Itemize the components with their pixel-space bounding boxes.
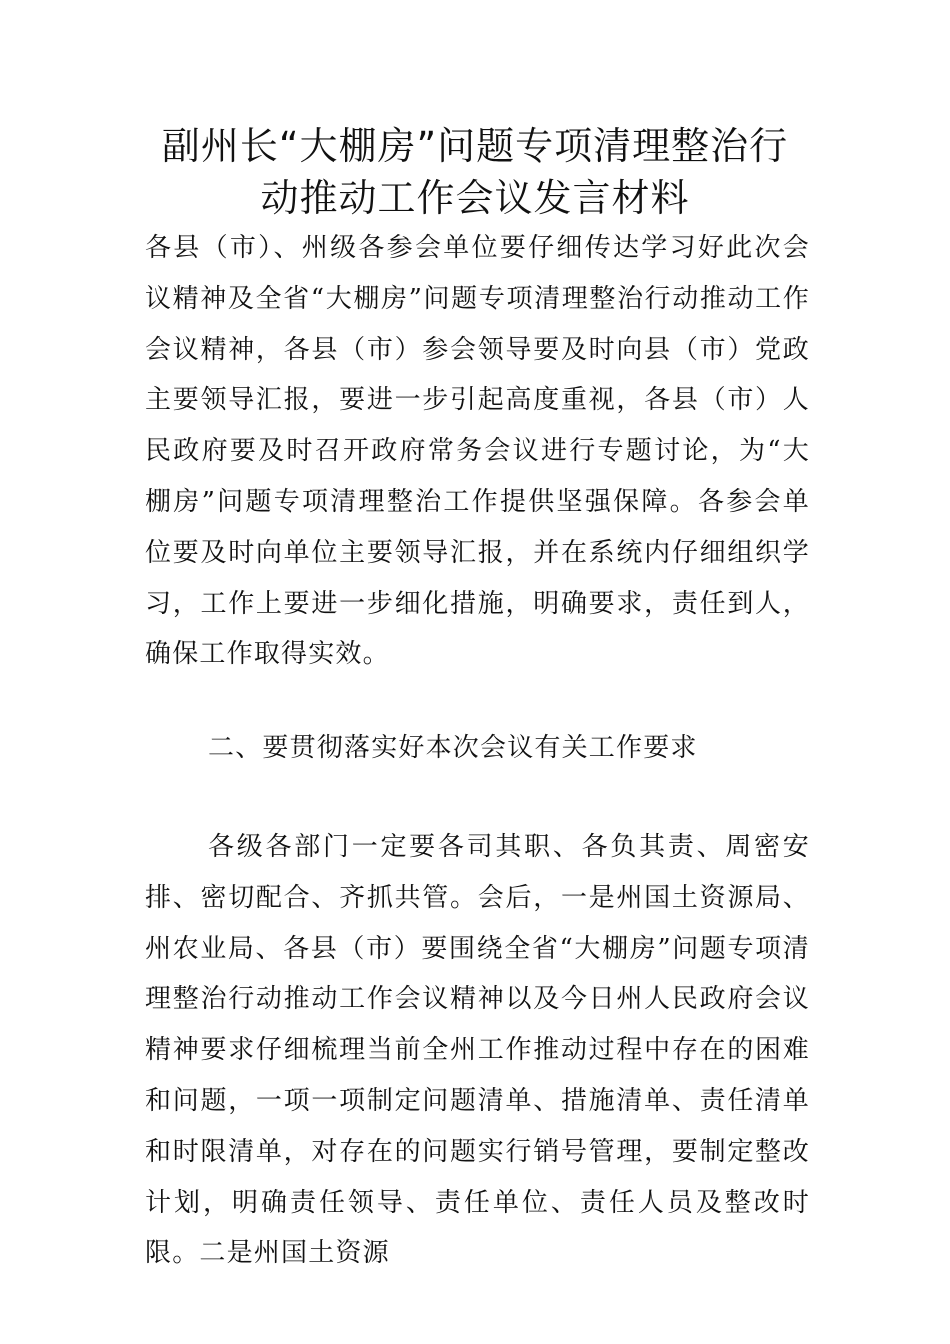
document-title <box>120 120 830 224</box>
paragraph-1: 各县（市）、州级各参会单位要仔细传达学习好此次会议精神及全省“大棚房”问题专项清理整治行动推动工作会议精神，各县（市）参会领导要及时向县（市）党政主要领导汇报，要进一步引起高度重视，各县（市）人民政府要及时召开政府常务会议进行专题讨论，为“大棚房”问题专项清理整治工作提供坚强保障。各参会单位要及时向单位主要领导汇报，并在系统内仔细组织学习，工作上要进一步细化措施，明确要求，责任到人，确保工作取得实效。 <box>145 233 810 670</box>
title-line-1: 副州长“大棚房”问题专项清理整治行 <box>161 124 789 168</box>
section-2-heading: 二、要贯彻落实好本次会议有关工作要求 <box>208 733 698 763</box>
title-line-2: 动推动工作会议发言材料 <box>260 176 690 220</box>
paragraph-3: 各级各部门一定要各司其职、各负其责、周密安排、密切配合、齐抓共管。会后，一是州国土资源局、州农业局、各县（市）要围绕全省“大棚房”问题专项清理整治行动推动工作会议精神以及今日州人民政府会议精神要求仔细梳理当前全州工作推动过程中存在的困难和问题，一项一项制定问题清单、措施清单、责任清单和时限清单，对存在的问题实行销号管理，要制定整改计划，明确责任领导、责任单位、责任人员及整改时限。二是州国土资源 <box>145 832 810 1269</box>
